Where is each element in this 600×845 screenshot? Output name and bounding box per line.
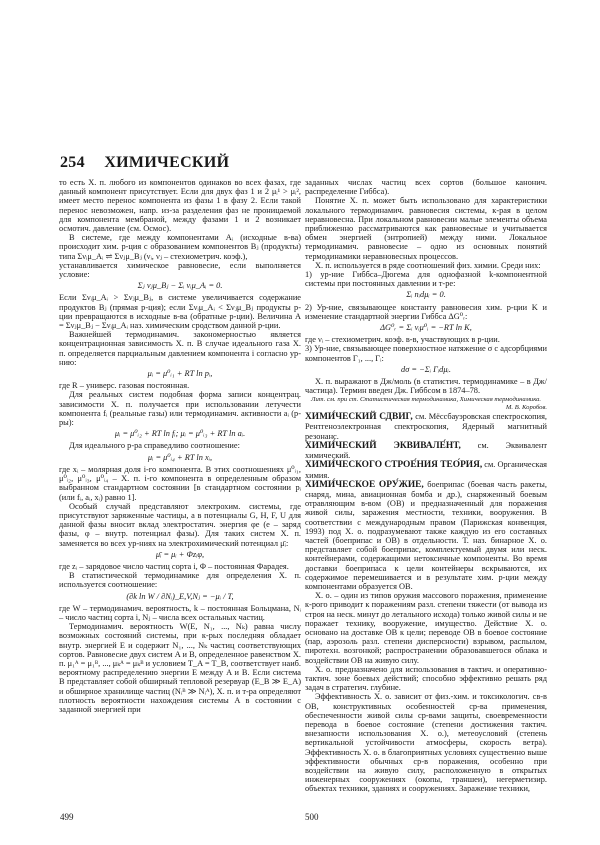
entry-headword: ХИМИ́ЧЕСКИЙ СДВИГ, [305,412,413,423]
entry-headword: ХИМИ́ЧЕСКИЙ ЭКВИВАЛЕ́НТ, [305,440,461,451]
formula: Σᵢ nᵢdμᵢ = 0. [406,290,446,300]
entry-text: боеприпас (боевая часть ракеты, снаряд, мина, авиационная бомба и др.), снаряженный боевым отравляющим в-вом (ОВ) и предназначенный для поражения живой силы, заражения местности, техники, вооружения. В соответствии с международным правом (Парижская конвенция, 1993) под Х. о. подразумевают также каждую из его составных частей (боеприпас и ОВ) в отдельности. Т. наз. бинарное Х. о. представляет собой боеприпас, комплектуемый двумя или неск. контейнерами, содержащими нетоксичные компоненты. Во время доставки боеприпаса к цели контейнеры вскрываются, их содержимое перемешивается и в результате хим. р-ции между компонентами образуется ОВ. [305,479,547,591]
paragraph: где νᵢ – стехиометрич. коэф. в-в, участвующих в р-ции. [305,335,500,345]
paragraph: где R – универс. газовая постоянная. [59,381,190,391]
dictionary-entry [305,441,547,460]
formula: μ̄ᵢ = μᵢ + Φzᵢφ, [155,549,205,559]
paragraph: В статистической термодинамике для определения Х. п. используется соотношение: [59,571,301,590]
literature-reference [305,396,547,411]
running-header [60,154,229,172]
formula: μᵢ = μ⁰ᵢ₄ + RT ln xᵢ, [147,452,213,462]
paragraph: где xᵢ – молярная доля i-го компонента. В этих соотношениях μ⁰ᵢ₁, μ⁰ᵢ₂, μ⁰ᵢ₃, μ⁰ᵢ₄ – Х. п. i-го компонента в определенным образом выбранном стандартном состоянии [в стандартном состоянии pᵢ (или fᵢ, aᵢ, xᵢ) равно 1]. [59,464,301,502]
header-page-number: 254 [60,154,85,171]
entry-text: см. Органическая химия. [305,460,547,480]
page-number-right: 500 [305,812,319,822]
paragraph: Х. п. выражают в Дж/моль (в статистич. термодинамике – в Дж/частица). Термин введен Дж. Гиббсом в 1874–78. [305,377,547,396]
paragraph: устанавливается химическое равновесие, если выполняется условие: [59,260,301,280]
paragraph: то есть Х. п. любого из компонентов одинаков во всех фазах, где данный компонент присутствует. Если для двух фаз 1 и 2 μᵢ¹ > μᵢ², имеет место перенос компонента из фазы 1 в фазу 2. Если такой перенос невозможен, напр. из-за разделения фаз не проницаемой для компонента мембраной, между фазами 1 и 2 возникает осмотич. давление (см. Осмос). [59,178,301,234]
header-title: ХИМИЧЕСКИЙ [104,154,230,171]
paragraph: Важнейшей термодинамич. закономерностью является концентрационная зависимость Х. п. В случае идеального газа Х. п. определяется парциальным давлением компонента i согласно ур-нию: [59,330,301,367]
paragraph: Для реальных систем подобная форма записи концентрац. зависимости Х. п. получается при использовании летучести компонента fᵢ (реальные газы) или термодинамич. активности aᵢ (р-ры): [59,390,301,428]
paragraph: 3) Ур-ние, связывающее поверхностное натяжение σ с адсорбциями компонентов Γ₁, ..., Γᵢ: [305,344,547,363]
entry-text: см. Эквивалент химический. [305,440,547,461]
right-column [305,178,547,794]
paragraph: Если Σνᵢμ_Aᵢ > Σνⱼμ_Bⱼ, в системе увеличивается содержание продуктов Bⱼ (прямая р-ция); если Σνᵢμ_Aᵢ < Σνⱼμ_Bⱼ продукты р-ции превращаются в исходные в-ва (обратные р-ции). Величина A = Σνⱼμ_Bⱼ − Σνᵢμ_Aᵢ наз. химическим сродством данной р-ции. [59,293,301,331]
left-column [59,178,301,714]
paragraph: Особый случай представляют электрохим. системы, где присутствуют заряженные частицы, а в потенциалы G, H, F, U для данной фазы вносит вклад электростатич. энергия φe (e – заряд фазы, φ – внутр. потенциал фазы). Для таких систем Х. п. заменяется во всех ур-ниях на электрохимический потенциал μ̄ᵢ: [59,501,301,548]
paragraph: Для идеального р-ра справедливо соотношение: [69,441,240,451]
formula: μᵢ = μ⁰ᵢ₁ + RT ln pᵢ, [147,369,213,379]
entry-headword: ХИМИ́ЧЕСКОЕ ОРУ́ЖИЕ, [305,479,424,490]
paragraph: 2) Ур-ние, связывающее константу равновесия хим. р-ции K и изменение стандартной энергии Гиббса ΔG⁰ᵣ: [305,302,547,321]
dictionary-entry [305,412,547,441]
formula: μᵢ = μ⁰ᵢ₂ + RT ln fᵢ; μᵢ = μ⁰ᵢ₃ + RT ln aᵢ. [114,429,246,439]
dictionary-entry [305,460,547,479]
page-number-left: 499 [60,812,74,822]
dictionary-entry [305,480,547,591]
literature-text: Лит. см. при ст. Статистическая термодинамика, Химическая термодинамика. [311,396,542,404]
paragraph: Эффективность Х. о. зависит от физ.-хим. и токсикологич. св-в ОВ, конструктивных особенностей ср-ва применения, обеспеченности живой силы ср-вами защиты, своевременности перевода в боевое состояние (степени достижения тактич. внезапности использования Х. о.), метеоусловий (степень вертикальной устойчивости атмосферы, скорость ветра). Эффективность Х. о. в благоприятных условиях существенно выше эффективности обычных ср-в поражения, особенно при воздействии на живую силу, расположенную в открытых инженерных сооружениях (окопы, траншеи), негерметизир. объектах техники, зданиях и сооружениях. Заражение техники, [305,692,547,794]
paragraph: Х. о. предназначено для использования в тактич. и оперативно-тактич. зоне боевых действий; способно эффективно решать ряд задач в стратегич. глубине. [305,664,547,693]
paragraph: Понятие Х. п. может быть использовано для характеристики локального термодинамич. равновесия системы, к-рая в целом неравновесна. При локальном равновесии малые элементы объема приближенно рассматриваются как равновесные и учитывается обмен энергией (энтропией) между ними. Локальное термодинамич. равновесие – одно из основных понятий термодинамики неравновесных процессов. [305,196,547,261]
entry-text: см. Мёссбауэровская спектроскопия, Рентгеноэлектронная спектроскопия, Ядерный магнитный резонанс. [305,412,548,441]
paragraph: где zᵢ – зарядовое число частиц сорта i, Φ – постоянная Фарадея. [59,561,289,571]
paragraph: В системе, где между компонентами Aᵢ (исходные в-ва) происходит хим. р-ция с образованием компонентов Bⱼ (продукты) типа Σνᵢμ_Aᵢ ⇌ Σνⱼμ_Bⱼ (νᵢ, νⱼ – стехиометрич. коэф.), [59,233,301,261]
paragraph: заданных числах частиц всех сортов (большое канонич. распределение Гиббса). [305,178,547,197]
paragraph: где W – термодинамич. вероятность, k – постоянная Больцмана, Nᵢ – число частиц сорта i, Nⱼ – числа всех остальных частиц. [59,603,301,622]
article-author: М. В. Коробов. [505,403,547,411]
formula: ΔG⁰ᵣ = Σᵢ νᵢμ⁰ᵢ = −RT ln K, [380,323,472,333]
entry-headword: ХИМИ́ЧЕСКОГО СТРОЕ́НИЯ ТЕО́РИЯ, [305,460,483,471]
paragraph: 1) ур-ние Гиббса–Дюгема для однофазной k-компонентной системы при постоянных давлении и т-ре: [305,270,547,289]
formula: Σⱼ νⱼμ_Bⱼ − Σᵢ νᵢμ_Aᵢ = 0. [137,281,223,291]
formula: dσ = −Σᵢ Γᵢdμᵢ. [401,364,451,374]
paragraph: Х. о. – один из типов оружия массового поражения, применение к-рого приводит к поражениям разл. степени тяжести (от вывода из строя на неск. минут до летального исхода) только живой силы и не поражает технику, вооружение, имущество. Действие Х. о. основано на доставке ОВ к цели; переводе ОВ в боевое состояние (пар, аэрозоль разл. степени дисперсности) взрывом, распылом, пиротехн. возгонкой; распространении образовавшегося облака и воздействии ОВ на живую силу. [305,591,547,665]
paragraph: Х. п. используется в ряде соотношений физ. химии. Среди них: [315,260,541,270]
formula: (∂k ln W / ∂Nᵢ)_E,V,Nⱼ = −μᵢ / T, [126,591,234,601]
paragraph: Термодинамич. вероятность W(E, N₁, ..., Nₖ) равна числу возможных состояний системы, при к-рых последняя обладает внутр. энергией E и содержит N₁, ..., Nₖ частиц соответствующих сортов. Равновесие двух систем A и B, определенное равенством Х. п. μ₁ᴬ = μ₁ᴮ, ..., μₖᴬ = μₖᴮ и условием T_A = T_B, соответствует наиб. вероятному распределению энергии E между A и B. Если система B представляет собой обширный тепловой резервуар (E_B ≫ E_A) и обширное хранилище частиц (Nᵢᴮ ≫ Nᵢᴬ), Х. п. и т-ра определяют плотность вероятности нахождения системы A в состоянии с заданной энергией при [59,622,301,714]
